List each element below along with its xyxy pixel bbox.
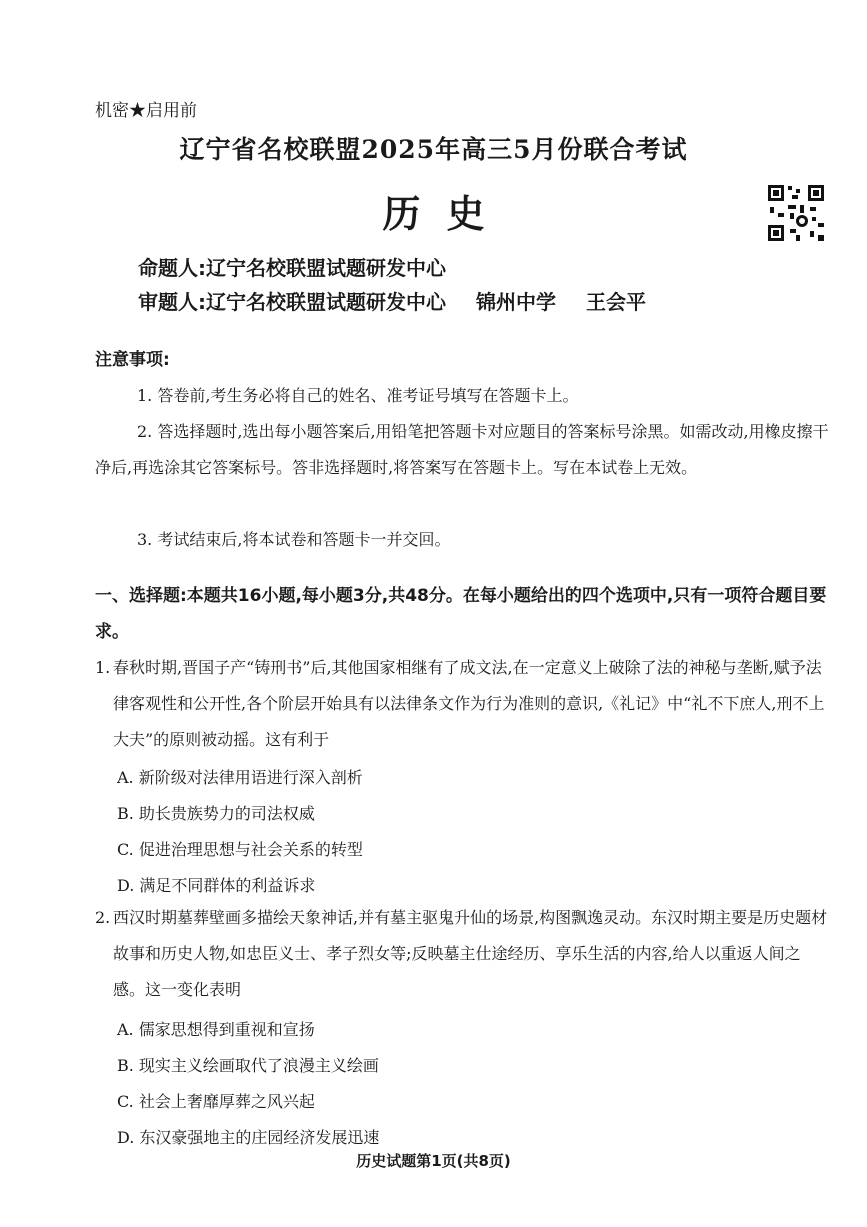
q1-option-b: B. 助长贵族势力的司法权威 bbox=[117, 804, 315, 823]
question-stem: 西汉时期墓葬壁画多描绘天象神话,并有墓主驱鬼升仙的场景,构图飘逸灵动。东汉时期主要是历史题材故事和历史人物,如忠臣义士、孝子烈女等;反映墓主仕途经历、享乐生活的内容,给人以重返人间之感。这一变化表明 bbox=[113, 908, 828, 999]
question-1 bbox=[95, 650, 828, 758]
reviewer-3: 王会平 bbox=[586, 290, 646, 314]
section-heading: 一、选择题:本题共16小题,每小题3分,共48分。在每小题给出的四个选项中,只有一项符合题目要求。 bbox=[95, 586, 827, 642]
reviewer-label: 审题人: bbox=[138, 290, 206, 314]
q2-option-d: D. 东汉豪强地主的庄园经济发展迅速 bbox=[117, 1128, 380, 1147]
setter-line bbox=[138, 252, 446, 281]
setter-label: 命题人: bbox=[138, 256, 206, 280]
q2-option-c: C. 社会上奢靡厚葬之风兴起 bbox=[117, 1092, 315, 1111]
question-stem: 春秋时期,晋国子产“铸刑书”后,其他国家相继有了成文法,在一定意义上破除了法的神秘与垄断,赋予法律客观性和公开性,各个阶层开始具有以法律条文作为行为准则的意识,《礼记》中“礼不下庶人,刑不上大夫”的原则被动摇。这有利于 bbox=[113, 658, 825, 749]
reviewer-1: 辽宁名校联盟试题研发中心 bbox=[206, 290, 446, 314]
setter-name: 辽宁名校联盟试题研发中心 bbox=[206, 256, 446, 280]
reviewer-2: 锦州中学 bbox=[476, 290, 556, 314]
q1-option-c: C. 促进治理思想与社会关系的转型 bbox=[117, 840, 363, 859]
confidential-mark: 机密★启用前 bbox=[95, 101, 197, 121]
q2-option-b: B. 现实主义绘画取代了浪漫主义绘画 bbox=[117, 1056, 379, 1075]
q2-option-a: A. 儒家思想得到重视和宣扬 bbox=[117, 1020, 315, 1039]
q1-option-a: A. 新阶级对法律用语进行深入剖析 bbox=[117, 768, 363, 787]
qr-code-icon bbox=[766, 183, 826, 243]
question-number: 2. bbox=[95, 908, 111, 927]
page-footer: 历史试题第1页(共8页) bbox=[356, 1152, 511, 1170]
q1-option-d: D. 满足不同群体的利益诉求 bbox=[117, 876, 316, 895]
notice-item-1: 1. 答卷前,考生务必将自己的姓名、准考证号填写在答题卡上。 bbox=[137, 386, 579, 405]
exam-title: 辽宁省名校联盟2025年高三5月份联合考试 bbox=[179, 135, 688, 164]
question-number: 1. bbox=[95, 658, 111, 677]
reviewer-line bbox=[138, 286, 676, 315]
subject-title: 历史 bbox=[382, 191, 511, 236]
notice-item-2: 2. 答选择题时,选出每小题答案后,用铅笔把答题卡对应题目的答案标号涂黑。如需改动,用橡皮擦干净后,再选涂其它答案标号。答非选择题时,将答案写在答题卡上。写在本试卷上无效。 bbox=[95, 422, 829, 477]
question-2 bbox=[95, 900, 828, 1008]
notice-title: 注意事项: bbox=[95, 350, 170, 370]
notice-item-3: 3. 考试结束后,将本试卷和答题卡一并交回。 bbox=[137, 530, 451, 549]
